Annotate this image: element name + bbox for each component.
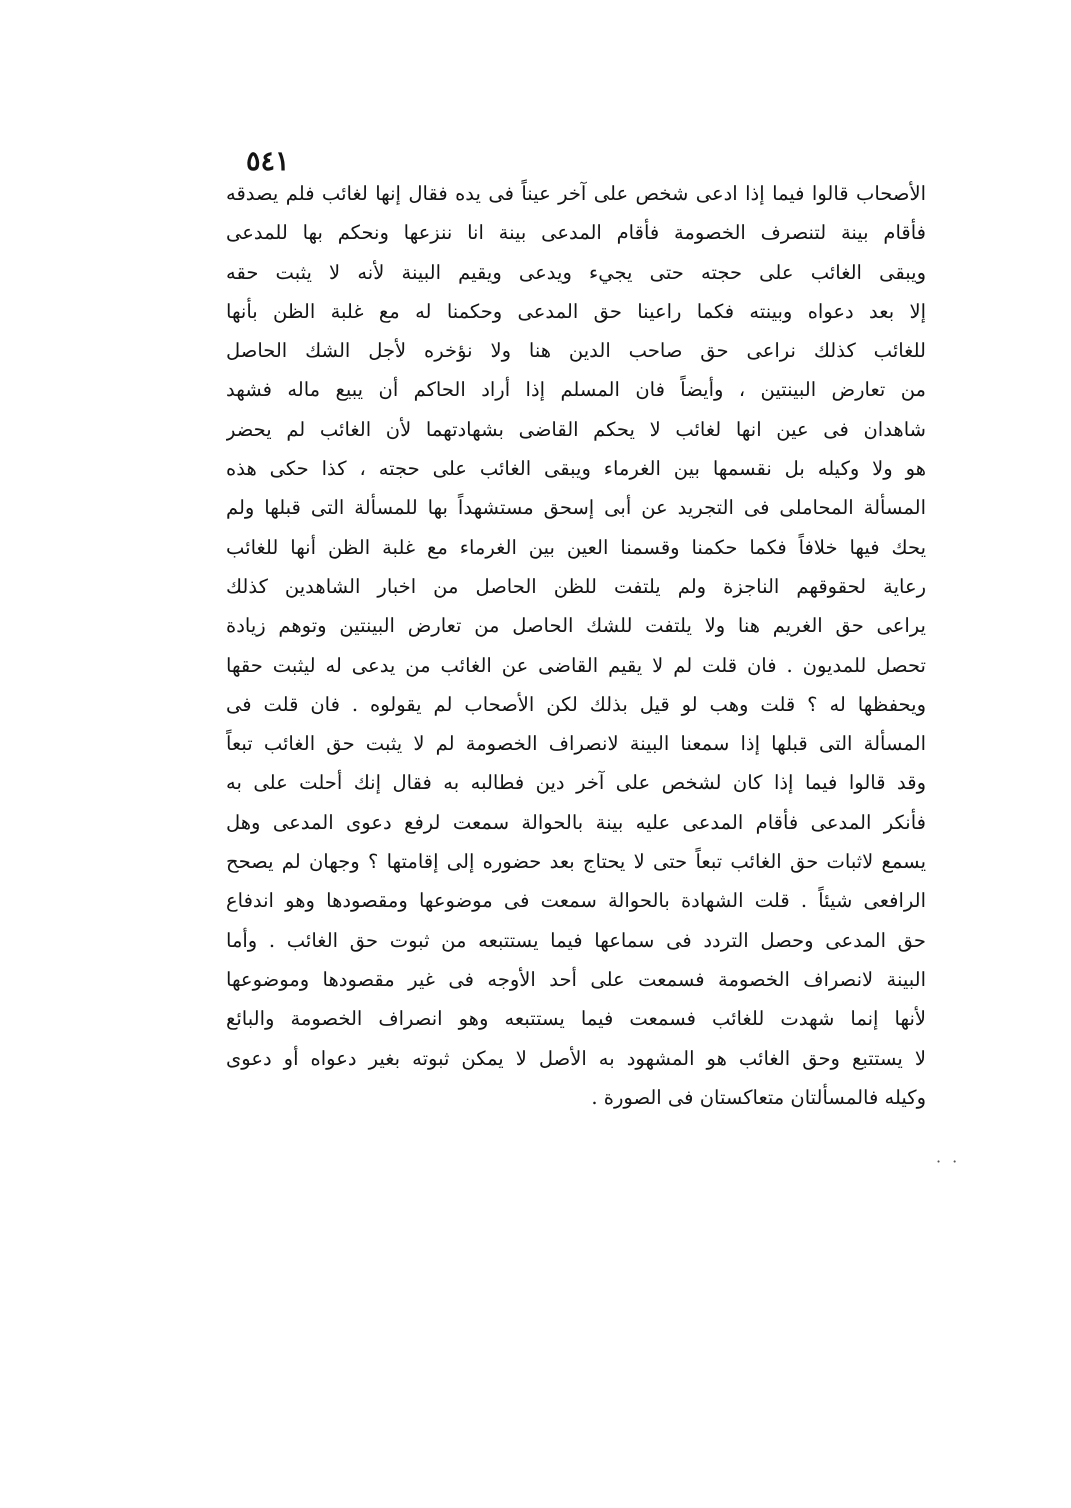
text-line: الرافعى شيئاً . قلت الشهادة بالحوالة سمعت فى موضوعها ومقصودها وهو اندفاع bbox=[226, 889, 926, 913]
margin-mark: · · bbox=[936, 1152, 961, 1171]
text-line: فأنكر المدعى فأقام المدعى عليه بينة بالحوالة سمعت لرفع دعوى المدعى وهل bbox=[226, 810, 926, 834]
text-line: وكيله فالمسألتان متعاكستان فى الصورة . bbox=[591, 1085, 926, 1109]
text-line: لأنها إنما شهدت للغائب فسمعت فيما يستتبعه وهو انصراف الخصومة والبائع bbox=[226, 1007, 926, 1031]
text-line: وقد قالوا فيما إذا كان لشخص على آخر دين فطالبه به فقال إنك أحلت على به bbox=[226, 771, 926, 795]
page-number: ٥٤١ bbox=[246, 146, 290, 177]
text-line: حق المدعى وحصل التردد فى سماعها فيما يستتبعه من ثبوت حق الغائب . وأما bbox=[226, 928, 926, 952]
text-line: إلا بعد دعواه وبينته فكما راعينا حق المدعى وحكمنا له مع غلبة الظن بأنها bbox=[226, 299, 926, 323]
text-line: يسمع لاثبات حق الغائب تبعاً حتى لا يحتاج بعد حضوره إلى إقامتها ؟ وجهان لم يصحح bbox=[226, 850, 926, 874]
text-line: المسألة المحاملى فى التجريد عن أبى إسحق مستشهداً بها للمسألة التى قبلها ولم bbox=[226, 496, 926, 520]
text-line: يحك فيها خلافاً فكما حكمنا وقسمنا العين بين الغرماء مع غلبة الظن أنها للغائب bbox=[226, 535, 926, 559]
text-line: المسألة التى قبلها إذا سمعنا البينة لانصراف الخصومة لم لا يثبت حق الغائب تبعاً bbox=[226, 732, 926, 756]
text-line: الأصحاب قالوا فيما إذا ادعى شخص على آخر عيناً فى يده فقال إنها لغائب فلم يصدقه bbox=[226, 182, 926, 205]
text-line: هو ولا وكيله بل نقسمها بين الغرماء ويبقى الغائب على حجته ، كذا حكى هذه bbox=[226, 457, 926, 481]
text-line: ويبقى الغائب على حجته حتى يجيء ويدعى ويقيم البينة لأنه لا يثبت حقه bbox=[226, 260, 926, 284]
text-line: البينة لانصراف الخصومة فسمعت على أحد الأوجه فى غير مقصودها وموضوعها bbox=[226, 967, 926, 991]
text-line: فأقام بينة لتنصرف الخصومة فأقام المدعى بينة انا ننزعها ونحكم بها للمدعى bbox=[226, 221, 926, 245]
text-line: رعاية لحقوقهم الناجزة ولم يلتفت للظن الحاصل من اخبار الشاهدين كذلك bbox=[226, 574, 926, 598]
text-line: من تعارض البينتين ، وأيضاً فان المسلم إذا أراد الحاكم أن يبيع ماله فشهد bbox=[226, 378, 926, 402]
text-line: ويحفظها له ؟ قلت وهب لو قيل بذلك لكن الأصحاب لم يقولوه . فان قلت فى bbox=[226, 692, 926, 716]
text-line: تحصل للمديون . فان قلت لم لا يقيم القاضى عن الغائب من يدعى له ليثبت حقها bbox=[226, 653, 926, 677]
text-line: يراعى حق الغريم هنا ولا يلتفت للشك الحاصل من تعارض البينتين وتوهم زيادة bbox=[226, 614, 926, 638]
text-line: للغائب كذلك نراعى حق صاحب الدين هنا ولا نؤخره لأجل الشك الحاصل bbox=[226, 339, 926, 363]
body-text bbox=[226, 174, 926, 1117]
text-line: لا يستتبع وحق الغائب هو المشهود به الأصل لا يمكن ثبوته بغير دعواه أو دعوى bbox=[226, 1046, 926, 1070]
text-line: شاهدان فى عين انها لغائب لا يحكم القاضى بشهادتهما لأن الغائب لم يحضر bbox=[226, 417, 926, 441]
